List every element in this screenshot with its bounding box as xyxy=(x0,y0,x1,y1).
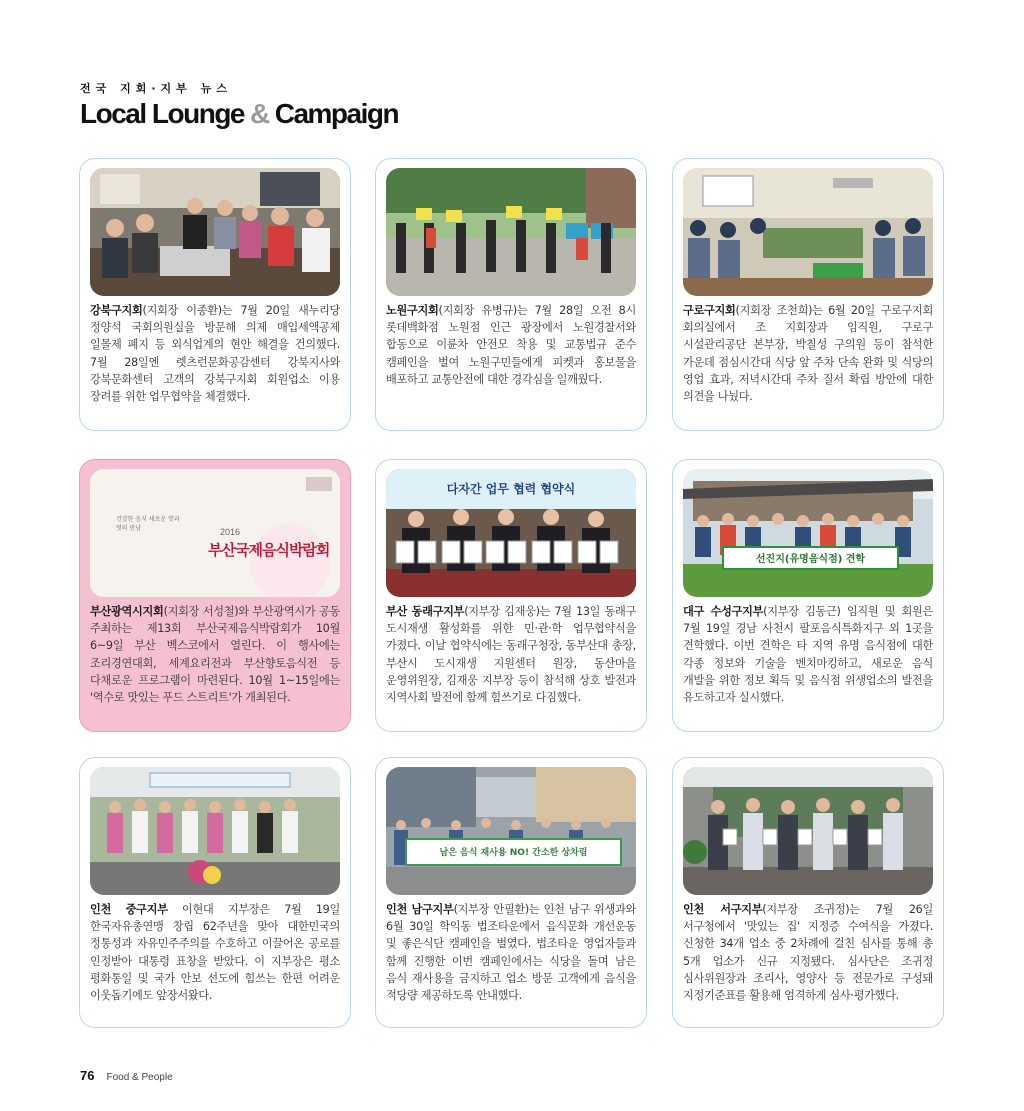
poster-year: 2016 xyxy=(220,527,241,537)
photo-meeting-office xyxy=(90,168,340,296)
news-card-suseong xyxy=(672,459,944,732)
card-body: 이현대 지부장은 7월 19일 한국자유총연맹 창립 62주년을 맞아 대한민국의 정통성과 자유민주주의를 수호하고 이끌어온 공로를 인정받아 대통령 표창을 받았다. 이 지부장은 평소 평화통일 및 국가 안보 선도에 힘쓰는 한편 어려운 이웃돕기에도 앞장서왔다. xyxy=(90,903,340,1003)
card-body: (지부장 안필환)는 인천 남구 위생과와 6월 30일 학익동 법조타운에서 음식문화 개선운동 및 좋은식단 캠페인을 벌였다. 법조타운 영업자들과 함께 진행한 이번 캠페인에서는 식당을 돌며 남은 음식 재사용을 금지하고 업소 방문 고객에게 음식을 적당량 제공하도록 안내했다. xyxy=(386,903,636,1003)
card-lead: 대구 수성구지부 xyxy=(683,605,764,618)
title-campaign: Campaign xyxy=(274,98,399,129)
card-body: (지회장 서성철)와 부산광역시가 공동 주최하는 제13회 부산국제음식박람회가 10월 6~9일 부산 벡스코에서 열린다. 이 행사에는 조리경연대회, 세계요리전과 부산향토음식전 등 다채로운 프로그램이 마련된다. 10월 1~15일에는 '역수로 맛있는 푸드 스트리트'가 개최된다. xyxy=(90,605,340,705)
magazine-name: Food & People xyxy=(106,1072,173,1083)
card-text xyxy=(386,603,636,706)
card-lead: 인천 서구지부 xyxy=(683,903,763,916)
photo-banner-text: 다자간 업무 협력 협약식 xyxy=(446,482,576,496)
card-text xyxy=(90,901,340,1004)
section-header xyxy=(80,80,398,130)
poster-title: 부산국제음식박람회 xyxy=(208,541,330,559)
photo-mou-ceremony xyxy=(386,469,636,597)
photo-award-group xyxy=(90,767,340,895)
photo-conference-room xyxy=(683,168,933,296)
news-card-incheon-seogu xyxy=(672,757,944,1028)
card-lead: 인천 중구지부 xyxy=(90,903,168,916)
news-card-dongnae xyxy=(375,459,647,732)
title-ampersand: & xyxy=(250,98,269,129)
news-card-incheon-junggu xyxy=(79,757,351,1028)
card-text xyxy=(683,603,933,706)
card-body: (지부장 조귀정)는 7월 26일 서구청에서 '맛있는 집' 지정증 수여식을 가졌다. 신청한 34개 업소 중 2차례에 걸친 심사를 통해 총 5개 업소가 신규 지정됐다. 심사단은 조귀정 심사위원장과 조리사, 영양사 등 전문가로 구성돼 지정기준표를 활용해 엄격하게 심사·평가했다. xyxy=(683,903,933,1003)
photo-street-campaign xyxy=(386,168,636,296)
card-body: (지부장 김재웅)는 7월 13일 동래구 도시재생 활성화를 위한 민·관·학 업무협약식을 가졌다. 이날 협약식에는 동래구청장, 동부산대 총장, 부산시 도시재생 지원센터 원장, 동산마을 운영위원장, 김재웅 지부장 등이 참석해 상호 발전과 지역사회 발전에 함께 힘쓰기로 다짐했다. xyxy=(386,605,636,705)
card-text xyxy=(90,302,340,405)
card-text xyxy=(683,302,933,405)
photo-group-tour xyxy=(683,469,933,597)
section-title xyxy=(80,98,398,130)
photo-food-expo-poster xyxy=(90,469,340,597)
news-card-busan xyxy=(79,459,351,732)
news-card-nowon xyxy=(375,158,647,431)
card-body: (지회장 조천희)는 6월 20일 구로구지회 회의실에서 조 지회장과 임직원, 구로구 시설관리공단 본부장, 박칠성 구의원 등이 참석한 가운데 점심시간대 식당 앞 주차 단속 완화 및 식당의 영업 효과, 저녁시간대 주차 질서 확립 방안에 대한 의견을 나눴다. xyxy=(683,304,933,404)
card-text xyxy=(90,603,340,706)
card-body: (지회장 이종환)는 7월 20일 새누리당 정양석 국회의원실을 방문해 의제 매입세액공제 일몰제 폐지 등 외식업계의 현안 해결을 건의했다. 7월 28일엔 렛츠런문화공감센터 강북지사와 강북문화센터 고객의 강북구지회 회원업소 이용 장려를 위한 업무협약을 체결했다. xyxy=(90,304,340,404)
card-text xyxy=(386,302,636,388)
card-lead: 부산광역시지회 xyxy=(90,605,164,618)
photo-banner-text: 남은 음식 재사용 NO! 간소한 상차림 xyxy=(439,848,588,858)
card-lead: 강북구지회 xyxy=(90,304,143,317)
card-lead: 구로구지회 xyxy=(683,304,736,317)
card-body: (지부장 김동근) 임직원 및 회원은 7월 19일 경남 사천시 팔포음식특화지구 외 1곳을 견학했다. 이번 견학은 타 지역 유명 음식점에 대한 각종 정보와 기술을 벤치마킹하고, 새로운 음식 개발을 위한 정보 획득 및 음식점 위생업소의 발전을 유도하고자 실시했다. xyxy=(683,605,933,705)
card-lead: 인천 남구지부 xyxy=(386,903,454,916)
news-card-gangbuk xyxy=(79,158,351,431)
poster-subtitle: 건강한 음식 새로운 맛과 멋의 만남 xyxy=(116,516,180,532)
card-text xyxy=(683,901,933,1004)
card-body: (지회장 유병규)는 7월 28일 오전 8시 롯데백화점 노원점 인근 광장에서 노원경찰서와 합동으로 이륜차 안전모 착용 및 교통법규 준수 캠페인을 벌여 노원구민들에게 피켓과 홍보물을 배포하고 교통안전에 대한 경각심을 일깨웠다. xyxy=(386,304,636,386)
card-lead: 부산 동래구지부 xyxy=(386,605,465,618)
news-card-incheon-namgu xyxy=(375,757,647,1028)
page-footer xyxy=(80,1067,173,1085)
section-kicker: 전국 지회·지부 뉴스 xyxy=(80,82,232,95)
photo-food-campaign xyxy=(386,767,636,895)
photo-certificate-ceremony xyxy=(683,767,933,895)
title-local-lounge: Local Lounge xyxy=(80,98,244,129)
card-lead: 노원구지회 xyxy=(386,304,439,317)
photo-banner-text: 선진지(유명음식점) 견학 xyxy=(755,554,866,565)
page-number: 76 xyxy=(80,1068,95,1083)
news-card-guro xyxy=(672,158,944,431)
card-text xyxy=(386,901,636,1004)
